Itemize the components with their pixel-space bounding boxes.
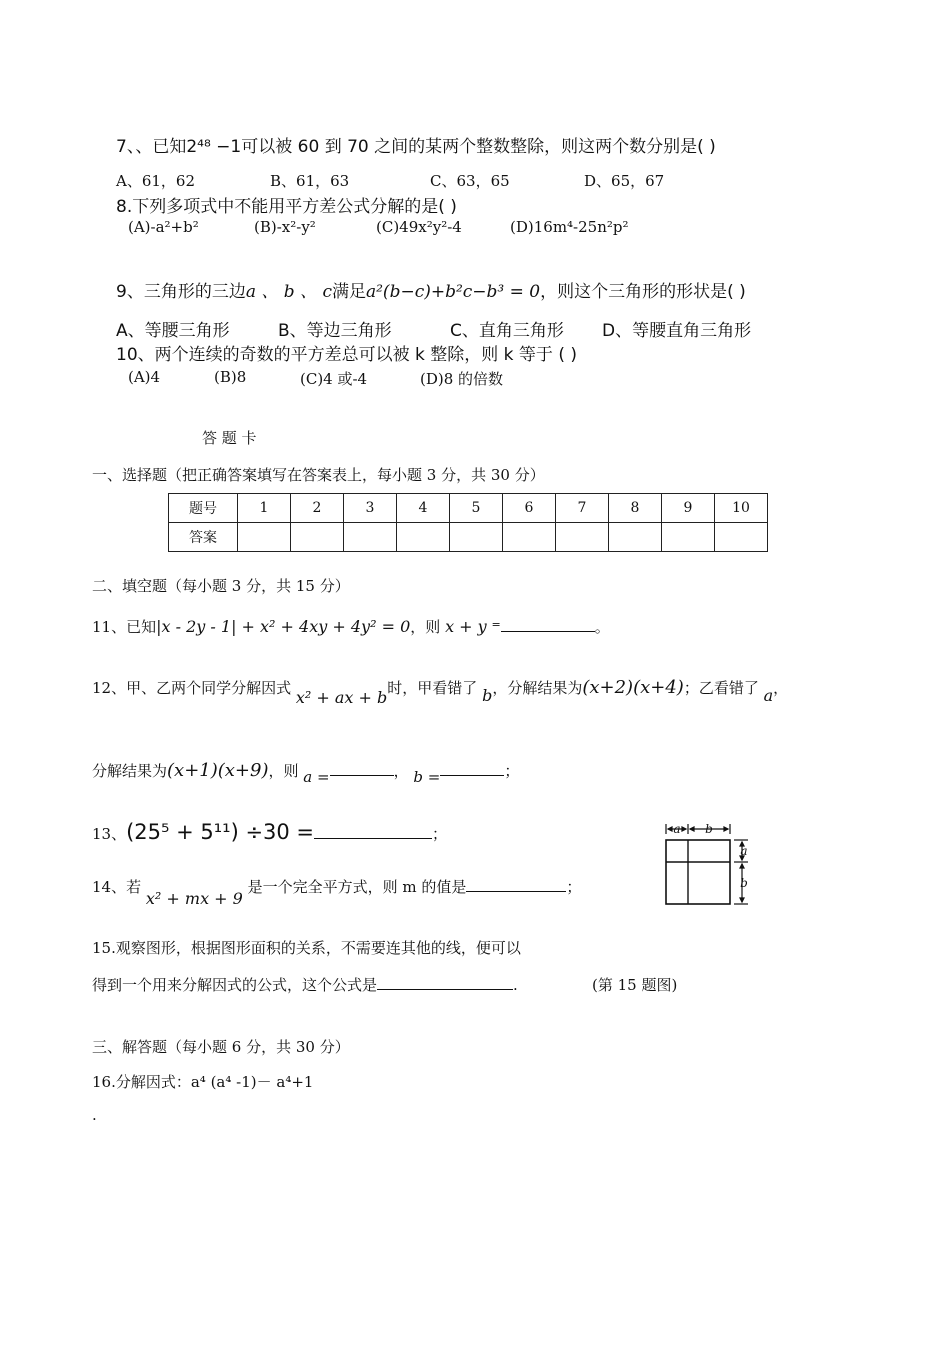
answer-cell[interactable] (715, 523, 768, 552)
question-number: 2 (291, 494, 344, 523)
q12-a-eq: a = (303, 768, 330, 786)
q13-prefix: 13、 (92, 825, 127, 843)
q13 (92, 820, 447, 844)
q12-mid: 时，甲看错了 (387, 679, 478, 697)
q15-line1: 15.观察图形，根据图形面积的关系，不需要连其他的线，便可以 (92, 939, 521, 957)
row-header-number: 题号 (169, 494, 238, 523)
q9-option-a: A、等腰三角形 (116, 321, 230, 341)
q12-result1: (x+2)(x+4) (582, 677, 684, 698)
question-number: 6 (503, 494, 556, 523)
q15-line2-prefix: 得到一个用来分解因式的公式，这个公式是 (92, 976, 378, 994)
q11 (92, 616, 610, 637)
q9-suffix: ，则这个三角形的形状是( ) (540, 282, 746, 302)
q12-a-blank[interactable] (330, 761, 394, 776)
row-header-answer: 答案 (169, 523, 238, 552)
q11-answer-blank[interactable] (501, 617, 595, 632)
q12-line1 (92, 677, 789, 707)
q12-result2: (x+1)(x+9) (167, 760, 269, 781)
answer-table (168, 493, 768, 552)
q12-a: a (763, 686, 774, 705)
q11-target: x + y (445, 617, 487, 636)
q12-end: ； (504, 762, 520, 780)
q9-option-c: C、直角三角形 (450, 321, 564, 341)
q14-prefix: 14、若 (92, 878, 142, 896)
answer-cell[interactable] (503, 523, 556, 552)
q12-comma: ， (393, 762, 409, 780)
q10-option-b: (B)8 (214, 368, 247, 386)
q8-option-c: (C)49x²y²-4 (376, 218, 462, 236)
q8-option-d: (D)16m⁴-25n²p² (510, 218, 629, 236)
q12-line1-end: ， (773, 679, 789, 697)
q14-expr: x² + mx + 9 (145, 889, 243, 908)
section2-heading: 二、填空题（每小题 3 分，共 15 分） (92, 577, 350, 595)
q10-option-d: (D)8 的倍数 (420, 370, 504, 388)
q15-figure-caption: (第 15 题图) (592, 976, 678, 994)
question-number: 3 (344, 494, 397, 523)
answer-cell[interactable] (609, 523, 662, 552)
q15-answer-blank[interactable] (377, 975, 513, 990)
q11-mid: ，则 (410, 618, 441, 636)
q13-end: ； (432, 825, 448, 843)
figure-label-b-side: b (740, 876, 748, 890)
answer-cell[interactable] (662, 523, 715, 552)
q11-end: 。 (594, 618, 610, 636)
q12-poly: x² + ax + b (295, 688, 388, 707)
q15-line2 (92, 974, 518, 995)
question-number: 9 (662, 494, 715, 523)
q14-end: ； (566, 878, 582, 896)
question-number: 1 (238, 494, 291, 523)
q9-vars: a 、 b 、 c (245, 282, 332, 302)
q7-option-a: A、61，62 (116, 172, 196, 190)
answer-cell[interactable] (556, 523, 609, 552)
figure-label-a-side: a (740, 844, 748, 858)
q11-prefix: 11、已知 (92, 618, 157, 636)
answer-table-row-numbers (169, 494, 768, 523)
q10-stem: 10、两个连续的奇数的平方差总可以被 k 整除，则 k 等于 ( ) (116, 345, 578, 365)
q12-line2-mid: ，则 (268, 762, 299, 780)
q12-prefix: 12、甲、乙两个同学分解因式 (92, 679, 292, 697)
q13-expr: (25⁵ + 5¹¹) ÷30 = (126, 820, 315, 844)
q12-line2-prefix: 分解结果为 (92, 762, 168, 780)
q12-b-blank[interactable] (440, 761, 504, 776)
q8-option-a: (A)-a²+b² (128, 218, 199, 236)
answer-cell[interactable] (344, 523, 397, 552)
q8-option-b: (B)-x²-y² (254, 218, 316, 236)
q7-option-b: B、61，63 (270, 172, 350, 190)
q12-b: b (482, 686, 493, 705)
q12-line2 (92, 760, 520, 786)
q9-prefix: 9、三角形的三边 (116, 282, 246, 302)
q16-stem: 16.分解因式：a⁴ (a⁴ -1)－ a⁴+1 (92, 1073, 314, 1091)
question-number: 7 (556, 494, 609, 523)
q14 (92, 876, 582, 908)
q9-mid: 满足 (331, 282, 366, 302)
q12-b-eq: b = (413, 768, 441, 786)
figure-label-b-top: b (705, 822, 713, 836)
answer-cell[interactable] (291, 523, 344, 552)
question-number: 4 (397, 494, 450, 523)
answer-cell[interactable] (397, 523, 450, 552)
q7-stem (116, 132, 716, 157)
q12-mid3: ；乙看错了 (683, 679, 759, 697)
answer-card-title: 答 题 卡 (202, 429, 257, 447)
q7-prefix: 7、、已知 (116, 137, 187, 157)
q10-option-a: (A)4 (128, 368, 161, 386)
q11-eq: = (491, 618, 501, 631)
answer-cell[interactable] (238, 523, 291, 552)
q7-option-c: C、63，65 (430, 172, 510, 190)
answer-table-row-answers (169, 523, 768, 552)
figure-label-a-top: a (673, 822, 681, 836)
question-number: 5 (450, 494, 503, 523)
q9-expr: a²(b−c)+b²c−b³ = 0 (365, 282, 541, 302)
q9-option-b: B、等边三角形 (278, 321, 392, 341)
question-number: 10 (715, 494, 768, 523)
q9-option-d: D、等腰直角三角形 (602, 321, 752, 341)
q14-suffix: 是一个完全平方式，则 m 的值是 (247, 878, 467, 896)
section1-heading: 一、选择题（把正确答案填写在答案表上，每小题 3 分，共 30 分） (92, 466, 545, 484)
q16-dot: . (92, 1106, 97, 1124)
q13-answer-blank[interactable] (314, 824, 432, 839)
question-number: 8 (609, 494, 662, 523)
q7-option-d: D、65，67 (584, 172, 665, 190)
q7-expr: 2⁴⁸ −1 (186, 137, 242, 157)
section3-heading: 三、解答题（每小题 6 分，共 30 分） (92, 1038, 350, 1056)
answer-cell[interactable] (450, 523, 503, 552)
q11-expr: |x - 2y - 1| + x² + 4xy + 4y² = 0 (156, 617, 411, 636)
q8-stem: 8.下列多项式中不能用平方差公式分解的是( ) (116, 197, 457, 217)
q10-option-c: (C)4 或-4 (300, 370, 368, 388)
q12-mid2: ，分解结果为 (492, 679, 583, 697)
area-figure (664, 822, 754, 912)
q9-stem (116, 277, 746, 302)
q14-answer-blank[interactable] (466, 877, 566, 892)
q7-suffix: 可以被 60 到 70 之间的某两个整数整除，则这两个数分别是( ) (241, 137, 716, 157)
q15-line2-end: . (513, 976, 518, 994)
